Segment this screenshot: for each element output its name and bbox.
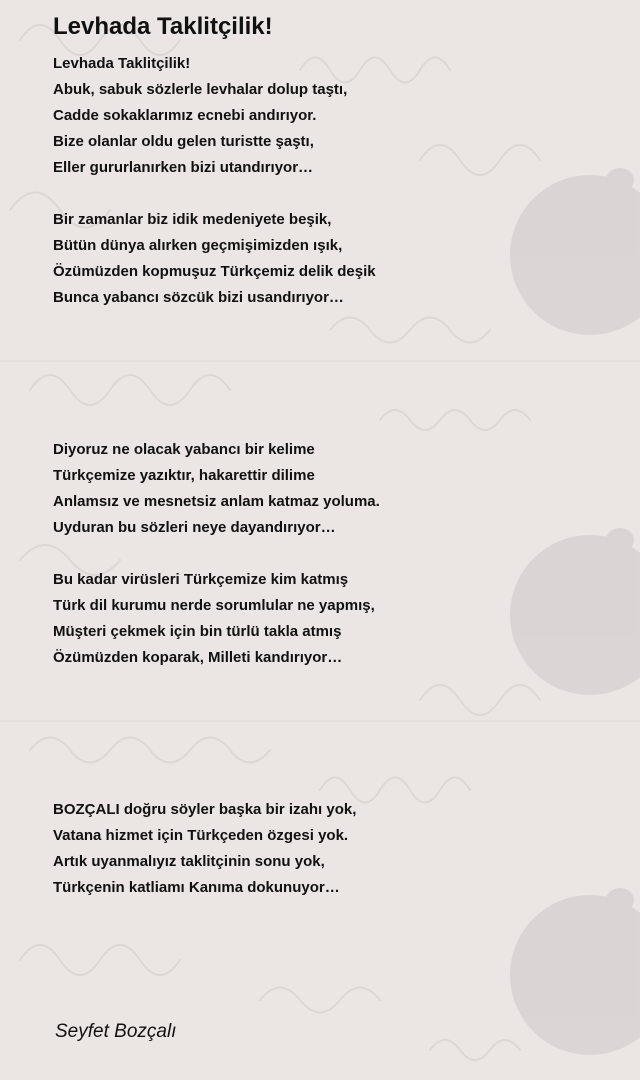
poem-line: Bir zamanlar biz idik medeniyete beşik, (53, 211, 332, 228)
poem-line: Bize olanlar oldu gelen turistte şaştı, (53, 133, 314, 150)
poem-line: Vatana hizmet için Türkçeden özgesi yok. (53, 827, 349, 844)
poem-line: Bunca yabancı sözcük bizi usandırıyor… (53, 289, 344, 306)
poem-line: Özümüzden kopmuşuz Türkçemiz delik deşik (53, 263, 376, 280)
poem-stanza (53, 437, 380, 541)
poem-line: Türkçenin katliamı Kanıma dokunuyor… (53, 879, 340, 896)
poem-line: BOZÇALI doğru söyler başka bir izahı yok, (53, 801, 357, 818)
poem-line: Diyoruz ne olacak yabancı bir kelime (53, 441, 315, 458)
poem-stanza (53, 567, 375, 671)
poem-stanza (53, 207, 376, 311)
poem-title: Levhada Taklitçilik! (53, 13, 273, 40)
poem-line: Bütün dünya alırken geçmişimizden ışık, (53, 237, 343, 254)
poem-line: Türkçemize yazıktır, hakarettir dilime (53, 467, 315, 484)
poem-line: Müşteri çekmek için bin türlü takla atmış (53, 623, 342, 640)
poem-line: Özümüzden koparak, Milleti kandırıyor… (53, 649, 343, 666)
poem-stanza (53, 797, 356, 901)
poem-line: Türk dil kurumu nerde sorumlular ne yapmış, (53, 597, 375, 614)
poem-line: Cadde sokaklarımız ecnebi andırıyor. (53, 107, 317, 124)
poem-line: Uyduran bu sözleri neye dayandırıyor… (53, 519, 336, 536)
poem-line: Levhada Taklitçilik! (53, 55, 191, 72)
poem-stanza (53, 51, 347, 181)
poem-line: Bu kadar virüsleri Türkçemize kim katmış (53, 571, 349, 588)
poem-line: Eller gururlanırken bizi utandırıyor… (53, 159, 314, 176)
poem-line: Artık uyanmalıyız taklitçinin sonu yok, (53, 853, 325, 870)
poem-line: Anlamsız ve mesnetsiz anlam katmaz yoluma. (53, 493, 380, 510)
poem-author: Seyfet Bozçalı (55, 1021, 177, 1042)
poem-line: Abuk, sabuk sözlerle levhalar dolup taştı, (53, 81, 348, 98)
